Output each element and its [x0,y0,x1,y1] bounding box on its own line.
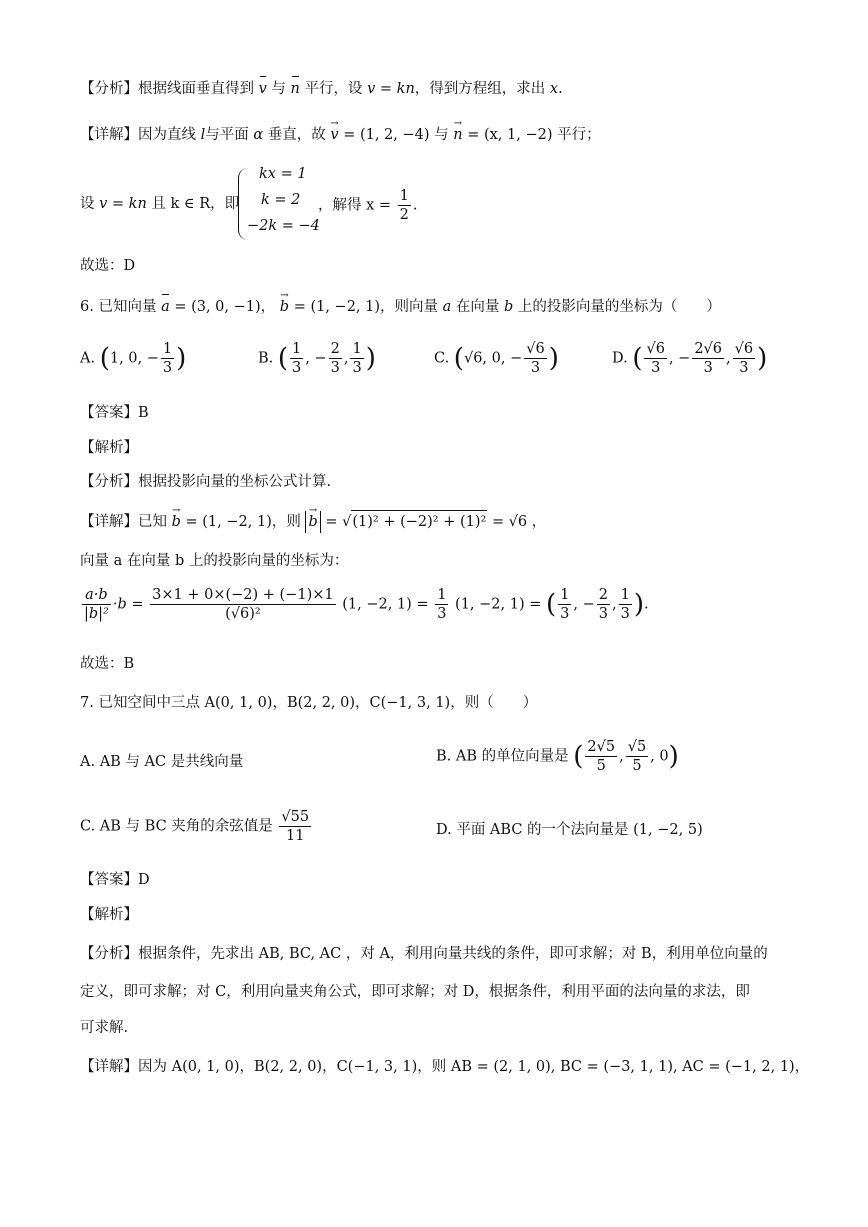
den: 5 [632,758,642,774]
text: ，解得 x = [318,197,392,214]
q6-choice: 故选：B [80,656,135,672]
vector-n: → n [453,124,462,146]
text: ，得到方程组，求出 [414,81,546,97]
equation: v = kn [99,196,147,212]
den: 3 [530,360,541,376]
den: 5 [596,758,606,774]
den: 3 [352,360,362,376]
calc-fraction [150,586,335,623]
den: 3 [703,360,713,376]
vector-b: → b [172,511,181,533]
text: 平行； [557,127,601,143]
option-label: C. [434,350,450,367]
proj-fraction [82,586,111,623]
norm-b: → b [305,511,320,533]
num: 2√6 [694,341,723,357]
num: 1 [560,587,570,603]
den: 3 [598,606,608,622]
q5-choice: 故选：D [80,258,136,274]
num: 2 [330,341,340,357]
text: 根据条件，先求出 AB, BC, AC ，对 A，利用向量共线的条件，即可求解；对 B，利用单位向量的 [138,946,768,962]
option-text: 1, 0, − [109,350,159,367]
q7-option-a[interactable] [80,750,243,771]
var-a: a [442,299,452,315]
den: |b|² [84,606,109,622]
eq-3: −2k = −4 [247,218,320,234]
q7-analysis-line3: 可求解. [80,1020,129,1036]
num: √55 [281,809,310,825]
q6-answer [80,402,149,424]
text: (1, −2, 1) = [455,596,542,613]
var-x: x [549,81,559,97]
vector-b: → b [280,296,289,318]
num: 1 [352,341,362,357]
den: 3 [739,360,749,376]
text: 垂直，故 [267,127,326,143]
den: 3 [437,606,447,622]
q7-answer [80,869,150,891]
equation-system [238,166,320,240]
num: √5 [627,739,647,755]
analysis-label: 【分析】 [80,474,138,490]
den: 3 [162,360,173,376]
q6-option-b[interactable]: B. ( $\frac{1}{3}$ , − $\frac{2}{3}$ , $\frac{1}{3}$ ) [258,341,376,376]
den: 2 [399,207,409,223]
num: 2 [598,587,608,603]
num: 3×1 + 0×(−2) + (−1)×1 [152,587,334,603]
q5-solve [318,187,418,224]
num: √6 [526,341,545,357]
detail-label: 【详解】 [80,127,138,143]
q7-detail-line [80,1056,809,1078]
option-label: B. [258,350,274,367]
num: 1 [399,188,409,204]
text: 6. 已知向量 [80,299,157,315]
num: 2√5 [587,739,616,755]
eq-2: k = 2 [261,192,301,208]
answer-label: 【答案】 [80,405,138,421]
q6-option-d[interactable]: D. ( $\frac{√6}{3}$ , − $\frac{2√6}{3}$ , $\frac{√6}{3}$ ) [612,341,768,376]
detail-label: 【详解】 [80,514,138,530]
q7-explain: 【解析】 [80,907,138,923]
var-l: l [200,127,206,143]
option-text: AB 与 BC 夹角的余弦值是 [99,818,273,835]
norm-expr: (1)² + (−2)² + (1)² [351,510,487,533]
num: a·b [82,586,111,605]
text: 与 [434,127,449,143]
a-value: = (3, 0, −1)， [174,299,276,315]
text: 在向量 [455,299,500,315]
answer-label: 【答案】 [80,872,138,888]
n-value: = (x, 1, −2) [467,127,553,143]
text: 根据投影向量的坐标公式计算. [138,474,332,490]
q6-option-c[interactable]: C. (√6, 0, − $\frac{√6}{3}$ ) [434,341,559,376]
text: 且 k ∈ R，即 [151,196,240,212]
text: 上的投影向量的坐标为（ ） [517,299,721,315]
q7-option-d[interactable] [436,818,703,839]
num: √6 [734,341,754,357]
b-value: = (1, −2, 1)，则向量 [293,299,439,315]
text: 因为 A(0, 1, 0)，B(2, 2, 0)，C(−1, 3, 1)，则 AB = (2, 1, 0), BC = (−3, 1, 1), AC = (−1, 2, 1)， [138,1059,810,1075]
v-value: = (1, 2, −4) [343,127,430,143]
q6-projection-calc: $\frac{a\cdot b}{\text{|b|²}}$ ·b = $\frac{3\times 1 + 0\times(-2) + (-1)\times 1}{\text{(√6)²}}$ (1, −2, 1) = $\frac{1}{3}$ (1, −2, 1) = ( $\frac{1}{3}$ , − $\frac{2}{3}$ , $\frac{1}{3}$ ). [84,587,649,622]
option-label: B. [436,748,452,765]
den: 3 [620,606,630,622]
den: 3 [651,360,661,376]
norm-result: = √6 ， [491,514,547,530]
period: . [412,197,418,214]
den: (√6)² [225,606,261,622]
fraction-half [398,187,411,224]
option-label: A. [80,754,96,770]
eq-1: kx = 1 [259,166,307,182]
option-label: A. [80,350,96,367]
detail-label: 【详解】 [80,1059,138,1075]
option-text: √6, 0, − [463,350,523,367]
option-label: C. [80,818,96,835]
option-label: D. [612,350,628,367]
den: 11 [286,828,305,844]
text: 根据线面垂直得到 [138,81,254,97]
vector-v: v [259,78,267,100]
option-text: AB 与 AC 是共线向量 [99,754,244,770]
q5-analysis-line [80,78,563,100]
option-text: AB 的单位向量是 [455,748,569,765]
q7-option-b[interactable]: B. AB 的单位向量是 ( $\frac{2√5}{5}$ , $\frac{√5}{5}$ , 0) [436,739,679,774]
q7-stem: 7. 已知空间中三点 A(0, 1, 0)，B(2, 2, 0)，C(−1, 3, 1)，则（ ） [80,695,538,711]
q7-option-c[interactable] [80,808,313,845]
den: 3 [292,360,302,376]
q6-stem [80,296,721,318]
b-value: = (1, −2, 1)，则 [185,514,301,530]
text: 与平面 [205,127,249,143]
q6-detail-line: 【详解】已知 → b = (1, −2, 1)，则 → b = √(1)² + (−2)² + (1)² = √6 ， [80,510,546,533]
num: 1 [437,587,447,603]
q5-system-line [80,193,239,215]
text: 平行，设 [304,81,363,97]
text: 设 [80,196,95,212]
vector-a: a [161,296,170,318]
answer-value: D [138,872,150,888]
answer-value: B [138,405,149,421]
option-text: 平面 ABC 的一个法向量是 (1, −2, 5) [456,822,703,838]
option-label: D. [436,822,452,838]
text: (1, −2, 1) = [342,596,429,613]
q6-line2: 向量 a 在向量 b 上的投影向量的坐标为： [80,553,349,569]
q6-analysis [80,471,331,493]
num: 1 [292,341,302,357]
den: 3 [560,606,570,622]
equation: v = kn [367,81,415,97]
q6-option-a[interactable]: A. (1, 0, − $\frac{1}{3}$ ) [80,341,187,376]
q5-detail-line [80,124,601,146]
var-alpha: α [253,127,264,143]
q7-analysis-line1 [80,943,768,965]
q7-analysis-line2: 定义，即可求解；对 C，利用向量夹角公式，即可求解；对 D，根据条件，利用平面的法向量的求法，即 [80,984,750,1000]
vector-v: → v [330,124,338,146]
num: 1 [162,341,173,357]
num: √6 [646,341,665,357]
num: 1 [620,587,630,603]
period: . [558,81,563,97]
vector-n: n [291,78,300,100]
text: 已知 [138,514,167,530]
analysis-label: 【分析】 [80,946,138,962]
text: 与 [271,81,286,97]
analysis-label: 【分析】 [80,81,138,97]
var-b: b [504,299,514,315]
text: 因为直线 [138,127,196,143]
q6-explain: 【解析】 [80,440,138,456]
den: 3 [330,360,340,376]
